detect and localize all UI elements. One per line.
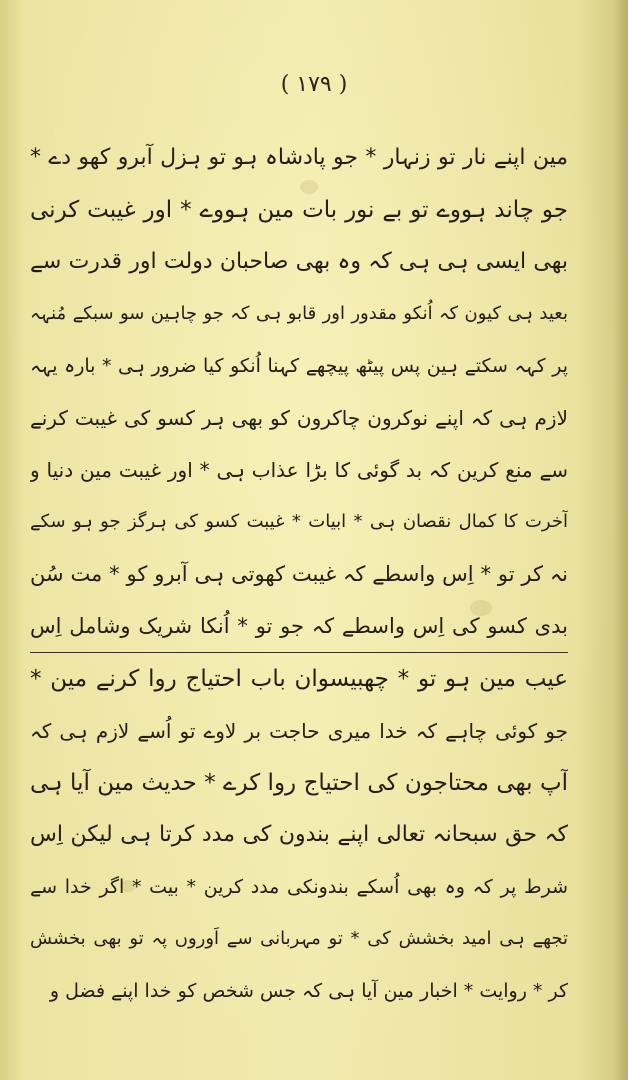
page-body-text xyxy=(30,132,568,1017)
page-number: ( ۱۷۹ ) xyxy=(280,72,348,97)
chapter-heading-line: عیب مین ہو تو * چھبیسوان باب احتیاج روا کرنے مین * xyxy=(30,652,568,705)
text-line: بدی کسو کی اِس واسطے کہ جو تو * اُنکا شریک وشامل اِس xyxy=(30,614,568,638)
text-line: پر کہہ سکتے ہین پس پیٹھ پیچھے کہنا اُنکو کیا ضرور ہی * بارہ یہہ xyxy=(30,355,568,377)
text-line: کہ حق سبحانہ تعالی اپنے بندون کی مدد کرتا ہی لیکن اِس xyxy=(30,822,568,847)
text-line: جو کوئی چاہے کہ خدا میری حاجت بر لاوے تو اُسے لازم ہی کہ xyxy=(30,719,568,743)
text-line: لازم ہی کہ اپنے نوکرون چاکرون کو بھی ہر کسو کی غیبت کرنے xyxy=(30,406,568,430)
page-edge-shadow xyxy=(614,0,628,1080)
text-line: تجھے ہی امید بخشش کی * تو مہربانی سے اَوروں پہ تو بھی بخشش xyxy=(30,928,568,949)
text-line: بعید ہی کیون کہ اُنکو مقدور اور قابو ہی کہ جو چاہین سو سبکے مُنہہ xyxy=(30,303,568,324)
text-line: نہ کر تو * اِس واسطے کہ غیبت کھوتی ہی آبرو کو * مت سُن xyxy=(30,562,568,586)
text-line: جو چاند ہووے تو بے نور بات مین ہووے * اور غیبت کرنی xyxy=(30,197,568,223)
text-line: مین اپنے نار تو زنہار * جو پادشاہ ہو تو ہزل آبرو کھو دے * xyxy=(30,145,568,170)
text-line: بھی ایسی ہی ہی کہ وہ بھی صاحبان دولت اور قدرت سے xyxy=(30,249,568,274)
text-line: شرط پر کہ وہ بھی اُسکے بندونکی مدد کرین * بیت * اگر خدا سے xyxy=(30,876,568,898)
text-line: کر * روایت * اخبار مین آیا ہی کہ جس شخص کو خدا اپنے فضل و xyxy=(49,980,568,1002)
text-line: آخرت کا کمال نقصان ہی * ابیات * غیبت کسو کی ہرگز جو ہو سکے xyxy=(30,511,568,532)
text-line: آپ بھی محتاجون کی احتیاج روا کرے * حدیث مین آیا ہی xyxy=(30,770,568,796)
text-line: سے منع کرین کہ بد گوئی کا بڑا عذاب ہی * اور غیبت مین دنیا و xyxy=(30,458,568,482)
